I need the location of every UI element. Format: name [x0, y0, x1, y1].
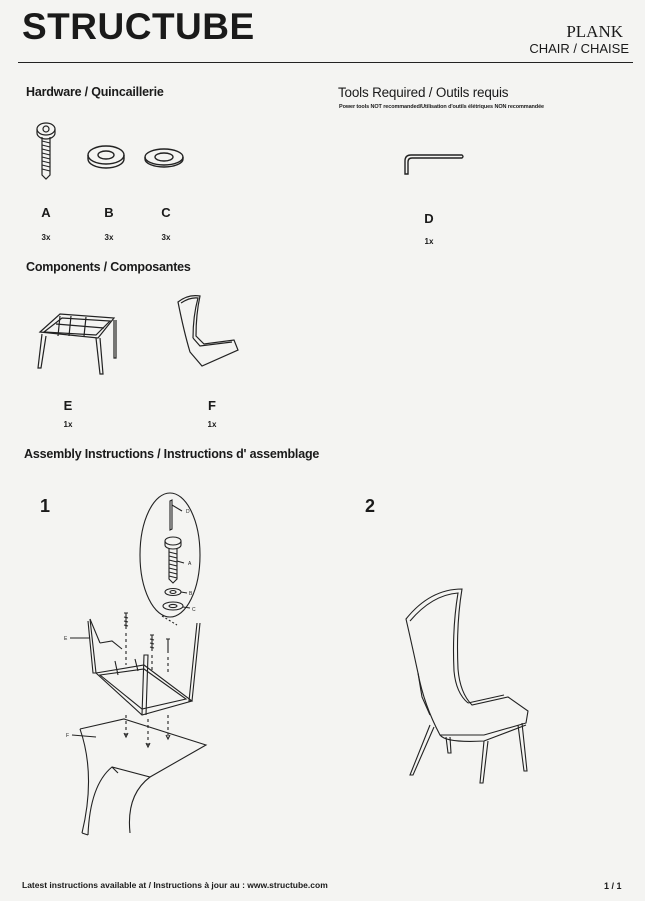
chair-frame-icon [36, 310, 120, 380]
brand-logo: STRUCTUBE [22, 6, 255, 47]
callout-f: F [66, 733, 70, 739]
callout-b: B [189, 591, 193, 597]
step-2-number: 2 [365, 496, 376, 516]
callout-d: D [186, 509, 190, 515]
tools-note: Power tools NOT recommanded/Utilisation d'outils élétriques NON recommandée [339, 104, 544, 110]
assembly-title: Assembly Instructions / Instructions d' assemblage [24, 447, 320, 461]
hardware-title: Hardware / Quincaillerie [26, 85, 164, 99]
component-qty-e: 1x [63, 420, 73, 429]
hardware-letter-b: B [104, 205, 114, 220]
callout-c: C [192, 607, 196, 613]
footer-note: Latest instructions available at / Instructions à jour au : www.structube.com [22, 880, 328, 890]
tools-title: Tools Required / Outils requis [338, 85, 509, 100]
component-qty-f: 1x [207, 420, 217, 429]
page-number: 1 / 1 [604, 881, 622, 891]
step-1-illustration [60, 495, 210, 840]
bolt-icon [34, 120, 58, 182]
callout-e: E [64, 636, 68, 642]
callout-a: A [188, 561, 192, 567]
hardware-letter-a: A [41, 205, 51, 220]
hardware-qty-a: 3x [41, 233, 51, 242]
step-2-assembled-chair [400, 585, 550, 785]
product-name: PLANK [566, 22, 623, 41]
hardware-letter-c: C [161, 205, 171, 220]
hardware-qty-b: 3x [104, 233, 114, 242]
product-type: CHAIR / CHAISE [529, 41, 629, 56]
tools-qty-d: 1x [424, 237, 434, 246]
flat-washer-icon [143, 147, 185, 169]
component-letter-f: F [208, 398, 216, 413]
seat-shell-icon [174, 292, 238, 370]
components-title: Components / Composantes [26, 260, 191, 274]
component-letter-e: E [63, 398, 73, 413]
step-1-number: 1 [40, 496, 51, 516]
allen-key-icon [402, 150, 466, 176]
lock-washer-icon [86, 143, 126, 171]
tools-letter-d: D [424, 211, 434, 226]
header-divider [18, 62, 633, 63]
hardware-qty-c: 3x [161, 233, 171, 242]
